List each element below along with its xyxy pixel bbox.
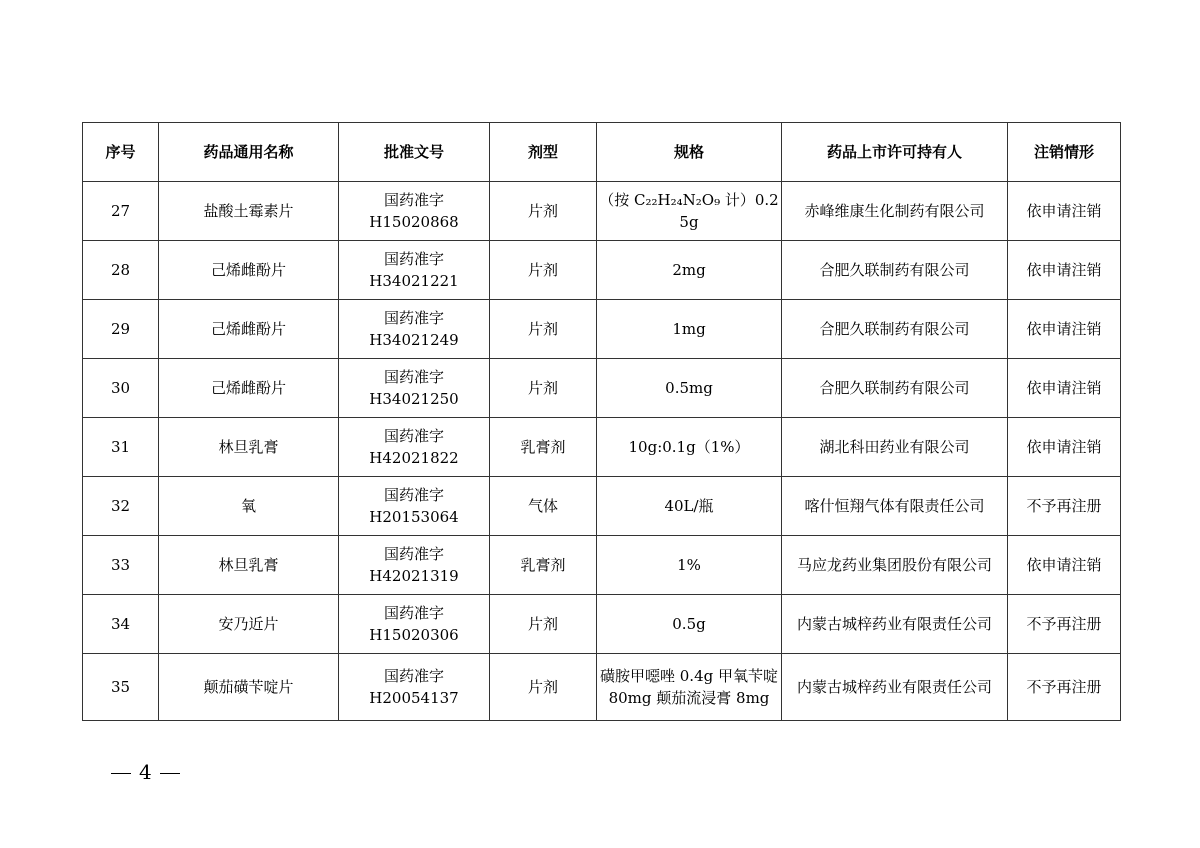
table-body [83,182,1121,721]
approval-code: H42021319 [369,567,459,585]
cell-cancellation-status: 依申请注销 [1008,536,1121,595]
cell-cancellation-status: 依申请注销 [1008,418,1121,477]
cell-cancellation-status: 依申请注销 [1008,359,1121,418]
cell-serial-number: 31 [83,418,159,477]
page-number-text: 4 [139,760,152,784]
cell-serial-number: 32 [83,477,159,536]
table-row [83,477,1121,536]
cell-license-holder: 内蒙古城梓药业有限责任公司 [782,595,1008,654]
table-row [83,182,1121,241]
cell-generic-name: 林旦乳膏 [159,536,339,595]
cell-license-holder: 喀什恒翔气体有限责任公司 [782,477,1008,536]
cell-specification [597,359,782,418]
cell-serial-number: 29 [83,300,159,359]
approval-code: H34021250 [369,390,459,408]
header-approval-number: 批准文号 [339,123,490,182]
specification-text: 磺胺甲噁唑 0.4g 甲氧苄啶 80mg 颠茄流浸膏 8mg [600,667,778,707]
header-cancellation-status: 注销情形 [1008,123,1121,182]
cell-approval-number [339,182,490,241]
cell-specification [597,418,782,477]
approval-code: H34021221 [369,272,459,290]
approval-prefix: 国药准字 [383,309,444,327]
cell-approval-number [339,477,490,536]
cell-dosage-form: 乳膏剂 [490,418,597,477]
cell-dosage-form: 片剂 [490,300,597,359]
cell-cancellation-status: 不予再注册 [1008,477,1121,536]
table-row [83,241,1121,300]
approval-code: H42021822 [369,449,459,467]
specification-text: （按 C₂₂H₂₄N₂O₉ 计）0.25g [599,191,779,231]
cell-generic-name: 己烯雌酚片 [159,359,339,418]
cell-cancellation-status: 依申请注销 [1008,300,1121,359]
approval-prefix: 国药准字 [383,545,444,563]
cell-cancellation-status: 依申请注销 [1008,182,1121,241]
cell-approval-number [339,654,490,721]
approval-prefix: 国药准字 [383,427,444,445]
cell-serial-number: 35 [83,654,159,721]
approval-code: H20153064 [369,508,459,526]
header-dosage-form: 剂型 [490,123,597,182]
cell-approval-number [339,595,490,654]
cell-serial-number: 34 [83,595,159,654]
cell-license-holder: 合肥久联制药有限公司 [782,359,1008,418]
table-row [83,418,1121,477]
cell-specification [597,536,782,595]
cell-license-holder: 湖北科田药业有限公司 [782,418,1008,477]
cell-cancellation-status: 不予再注册 [1008,595,1121,654]
page-number [103,760,188,784]
cell-license-holder: 合肥久联制药有限公司 [782,241,1008,300]
header-specification: 规格 [597,123,782,182]
cell-dosage-form: 片剂 [490,182,597,241]
cell-license-holder: 马应龙药业集团股份有限公司 [782,536,1008,595]
specification-text: 1mg [672,320,706,338]
approval-code: H34021249 [369,331,459,349]
cell-generic-name: 己烯雌酚片 [159,300,339,359]
table-row [83,595,1121,654]
approval-prefix: 国药准字 [383,667,444,685]
cell-generic-name: 林旦乳膏 [159,418,339,477]
cell-approval-number [339,241,490,300]
table-header [83,123,1121,182]
cell-dosage-form: 片剂 [490,359,597,418]
cell-approval-number [339,359,490,418]
specification-text: 0.5g [672,615,706,633]
approval-prefix: 国药准字 [383,368,444,386]
header-license-holder: 药品上市许可持有人 [782,123,1008,182]
drug-cancellation-table [82,122,1121,721]
cell-specification [597,182,782,241]
specification-text: 40L/瓶 [664,497,714,515]
table-row [83,654,1121,721]
cell-specification [597,241,782,300]
cell-generic-name: 颠茄磺苄啶片 [159,654,339,721]
dash-right [160,773,180,774]
approval-code: H15020306 [369,626,459,644]
cell-serial-number: 27 [83,182,159,241]
table-row [83,359,1121,418]
approval-code: H20054137 [369,689,459,707]
cell-generic-name: 盐酸土霉素片 [159,182,339,241]
cell-dosage-form: 片剂 [490,595,597,654]
approval-code: H15020868 [369,213,459,231]
cell-specification [597,477,782,536]
cell-license-holder: 内蒙古城梓药业有限责任公司 [782,654,1008,721]
approval-prefix: 国药准字 [383,250,444,268]
cell-approval-number [339,536,490,595]
cell-serial-number: 33 [83,536,159,595]
cell-dosage-form: 气体 [490,477,597,536]
cell-serial-number: 30 [83,359,159,418]
approval-prefix: 国药准字 [383,604,444,622]
approval-prefix: 国药准字 [383,191,444,209]
cell-dosage-form: 片剂 [490,654,597,721]
cell-approval-number [339,418,490,477]
cell-specification [597,595,782,654]
specification-text: 1% [677,556,701,574]
header-generic-name: 药品通用名称 [159,123,339,182]
table-row [83,536,1121,595]
dash-left [111,773,131,774]
cell-cancellation-status: 依申请注销 [1008,241,1121,300]
cell-serial-number: 28 [83,241,159,300]
cell-license-holder: 合肥久联制药有限公司 [782,300,1008,359]
cell-generic-name: 氧 [159,477,339,536]
cell-dosage-form: 片剂 [490,241,597,300]
specification-text: 0.5mg [665,379,713,397]
cell-dosage-form: 乳膏剂 [490,536,597,595]
cell-generic-name: 己烯雌酚片 [159,241,339,300]
table-row [83,300,1121,359]
cell-cancellation-status: 不予再注册 [1008,654,1121,721]
approval-prefix: 国药准字 [383,486,444,504]
header-serial-number: 序号 [83,123,159,182]
cell-specification [597,654,782,721]
specification-text: 2mg [672,261,706,279]
cell-approval-number [339,300,490,359]
cell-generic-name: 安乃近片 [159,595,339,654]
cell-license-holder: 赤峰维康生化制药有限公司 [782,182,1008,241]
cell-specification [597,300,782,359]
specification-text: 10g:0.1g（1%） [628,438,750,456]
